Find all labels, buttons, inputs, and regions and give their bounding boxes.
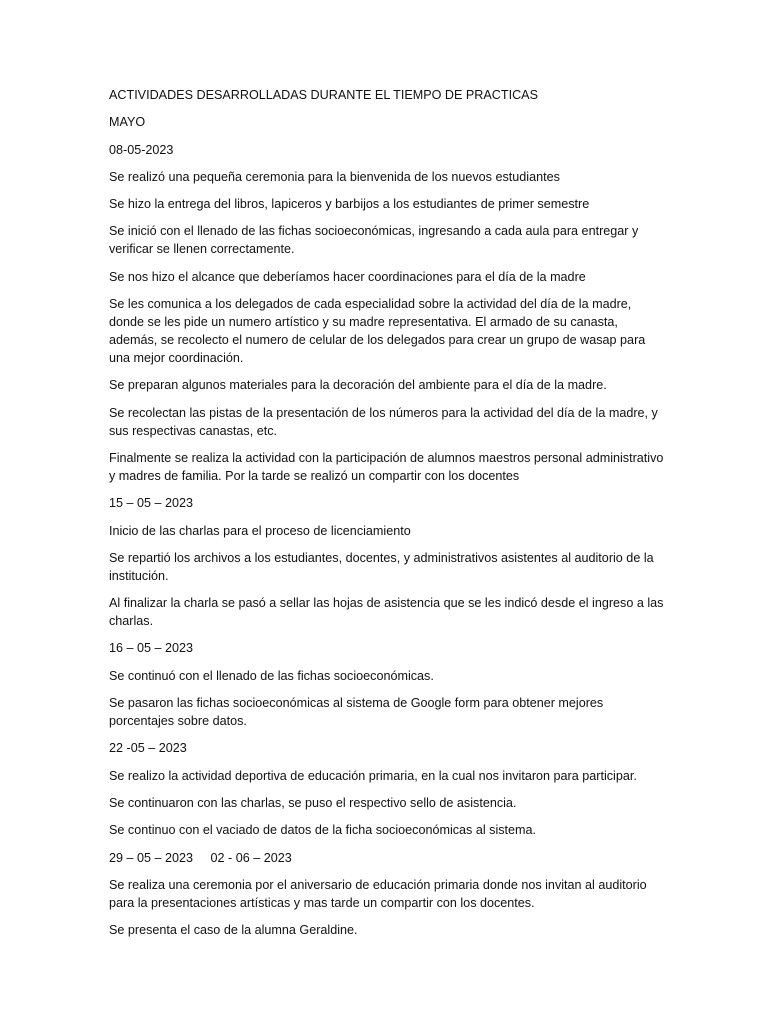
document-title: ACTIVIDADES DESARROLLADAS DURANTE EL TIEMPO DE PRACTICAS	[109, 88, 538, 102]
paragraph: Se pasaron las fichas socioeconómicas al sistema de Google form para obtener mejores porcentajes sobre datos.	[109, 696, 607, 729]
paragraph: Se nos hizo el alcance que deberíamos hacer coordinaciones para el día de la madre	[109, 269, 586, 284]
date-heading: 15 – 05 – 2023	[109, 496, 194, 511]
paragraph: Se realizo la actividad deportiva de educación primaria, en la cual nos invitaron para participar.	[109, 768, 637, 783]
paragraph: Se preparan algunos materiales para la decoración del ambiente para el día de la madre.	[109, 378, 607, 393]
paragraph: Se presenta el caso de la alumna Geraldine.	[109, 923, 358, 938]
paragraph: Se les comunica a los delegados de cada especialidad sobre la actividad del día de la madre, donde se les pide un numero artístico y su madre representativa. El armado de su canasta, además, se recolecto el numero de celular de los delegados para crear un grupo de wasap para una mejor coordinación.	[109, 297, 649, 366]
paragraph: Se inició con el llenado de las fichas socioeconómicas, ingresando a cada aula para entregar y verificar se llenen correctamente.	[109, 224, 642, 257]
paragraph: Finalmente se realiza la actividad con la participación de alumnos maestros personal administrativo y madres de familia. Por la tarde se realizó un compartir con los docentes	[109, 450, 667, 483]
date-heading: 29 – 05 – 2023 02 - 06 – 2023	[109, 850, 292, 865]
date-heading: 08-05-2023	[109, 142, 174, 157]
document-page	[109, 86, 669, 948]
paragraph: Se hizo la entrega del libros, lapiceros y barbijos a los estudiantes de primer semestre	[109, 197, 590, 212]
paragraph: Se repartió los archivos a los estudiantes, docentes, y administrativos asistentes al auditorio de la institución.	[109, 550, 658, 583]
paragraph: Se continuaron con las charlas, se puso el respectivo sello de asistencia.	[109, 795, 517, 810]
date-heading: 16 – 05 – 2023	[109, 641, 194, 656]
paragraph: Se realiza una ceremonia por el aniversario de educación primaria donde nos invitan al auditorio para la presentaciones artísticas y mas tarde un compartir con los docentes.	[109, 877, 651, 910]
paragraph: Se continuó con el llenado de las fichas socioeconómicas.	[109, 668, 434, 683]
paragraph: Se realizó una pequeña ceremonia para la bienvenida de los nuevos estudiantes	[109, 169, 560, 184]
paragraph: Al finalizar la charla se pasó a sellar las hojas de asistencia que se les indicó desde el ingreso a las charlas.	[109, 596, 667, 629]
paragraph: Se recolectan las pistas de la presentación de los números para la actividad del día de la madre, y sus respectivas canastas, etc.	[109, 405, 662, 438]
paragraph: Se continuo con el vaciado de datos de la ficha socioeconómicas al sistema.	[109, 823, 537, 838]
paragraph: Inicio de las charlas para el proceso de licenciamiento	[109, 523, 411, 538]
month-heading: MAYO	[109, 115, 146, 130]
date-heading: 22 -05 – 2023	[109, 741, 187, 756]
